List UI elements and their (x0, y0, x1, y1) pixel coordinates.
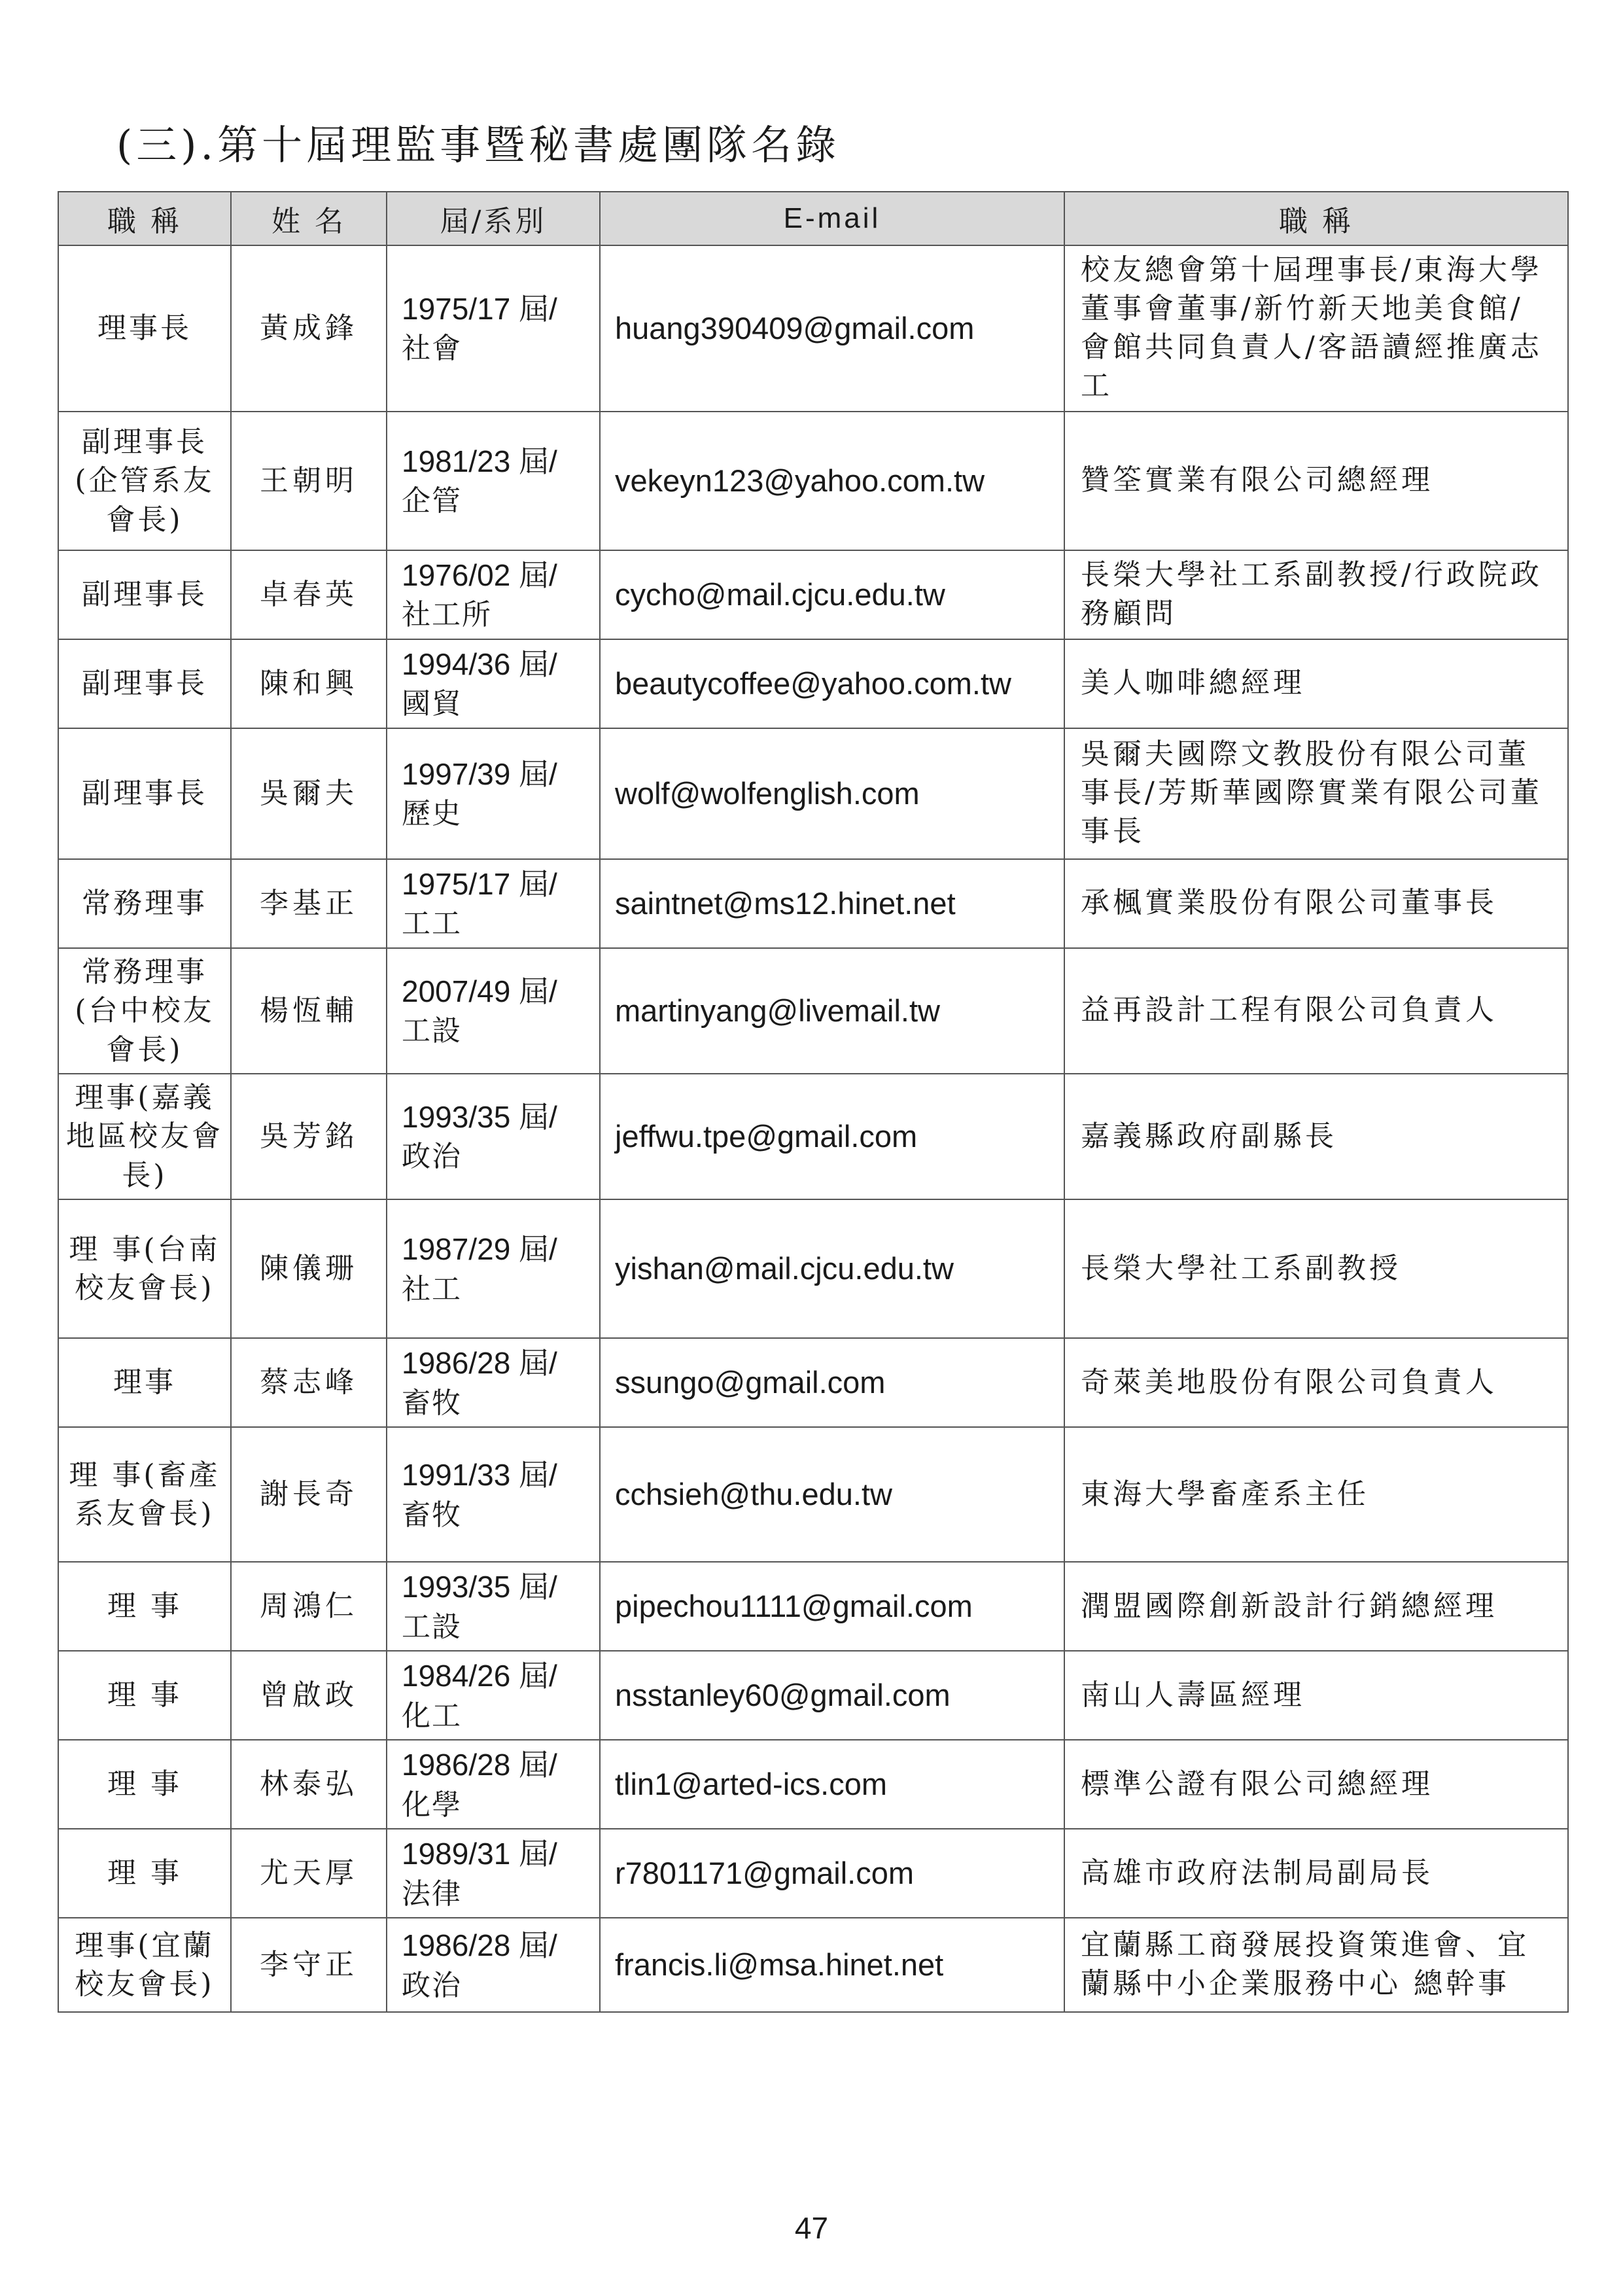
position-cell: 吳爾夫國際文教股份有限公司董事長/芳斯華國際實業有限公司董事長 (1064, 728, 1568, 859)
class-department: 工設 (402, 1610, 462, 1644)
name-cell: 林泰弘 (231, 1740, 387, 1829)
class-department: 政治 (402, 1140, 462, 1174)
table-row (58, 639, 1568, 728)
class-year: 1976/02 屆/ (402, 558, 557, 593)
class-cell (387, 1829, 600, 1918)
email-cell: ssungo@gmail.com (600, 1338, 1064, 1427)
position-cell: 高雄市政府法制局副局長 (1064, 1829, 1568, 1918)
page-title: (三).第十屆理監事暨秘書處團隊名錄 (116, 121, 841, 169)
class-cell (387, 550, 600, 639)
position-cell: 長榮大學社工系副教授 (1064, 1199, 1568, 1338)
email-cell: cycho@mail.cjcu.edu.tw (600, 550, 1064, 639)
class-year: 1975/17 屆/ (402, 867, 557, 902)
class-department: 化工 (402, 1699, 462, 1733)
position-cell: 益再設計工程有限公司負責人 (1064, 948, 1568, 1074)
role-cell: 理事(嘉義地區校友會長) (58, 1074, 231, 1199)
email-cell: huang390409@gmail.com (600, 245, 1064, 412)
role-cell: 副理事長(企管系友會長) (58, 412, 231, 550)
email-cell: cchsieh@thu.edu.tw (600, 1427, 1064, 1562)
header-email: E-mail (600, 192, 1064, 245)
class-department: 政治 (402, 1968, 462, 2002)
role-cell: 副理事長 (58, 550, 231, 639)
position-cell: 嘉義縣政府副縣長 (1064, 1074, 1568, 1199)
email-cell: pipechou1111@gmail.com (600, 1562, 1064, 1651)
name-cell: 周鴻仁 (231, 1562, 387, 1651)
email-cell: jeffwu.tpe@gmail.com (600, 1074, 1064, 1199)
class-cell (387, 639, 600, 728)
class-cell (387, 1740, 600, 1829)
class-year: 1986/28 屆/ (402, 1748, 557, 1782)
class-year: 1991/33 屆/ (402, 1458, 557, 1492)
class-department: 國貿 (402, 687, 462, 721)
class-year: 2007/49 屆/ (402, 974, 557, 1009)
role-cell: 理 事(台南校友會長) (58, 1199, 231, 1338)
page-number: 47 (794, 2211, 829, 2245)
class-cell (387, 1651, 600, 1740)
roster-body (58, 245, 1568, 2012)
position-cell: 承楓實業股份有限公司董事長 (1064, 859, 1568, 948)
table-row (58, 1199, 1568, 1338)
table-row (58, 1829, 1568, 1918)
position-cell: 南山人壽區經理 (1064, 1651, 1568, 1740)
position-cell: 標準公證有限公司總經理 (1064, 1740, 1568, 1829)
position-cell: 美人咖啡總經理 (1064, 639, 1568, 728)
class-year: 1981/23 屆/ (402, 444, 557, 479)
role-cell: 理 事 (58, 1651, 231, 1740)
table-row (58, 859, 1568, 948)
name-cell: 李守正 (231, 1918, 387, 2012)
class-cell (387, 1918, 600, 2012)
role-cell: 理事(宜蘭校友會長) (58, 1918, 231, 2012)
name-cell: 陳儀珊 (231, 1199, 387, 1338)
roster-table (58, 191, 1569, 2013)
class-cell (387, 245, 600, 412)
name-cell: 王朝明 (231, 412, 387, 550)
class-year: 1986/28 屆/ (402, 1928, 557, 1963)
name-cell: 楊恆輔 (231, 948, 387, 1074)
class-cell (387, 948, 600, 1074)
class-cell (387, 1338, 600, 1427)
class-department: 社工所 (402, 598, 492, 632)
position-cell: 贊筌實業有限公司總經理 (1064, 412, 1568, 550)
class-cell (387, 1199, 600, 1338)
role-cell: 理 事(畜產系友會長) (58, 1427, 231, 1562)
table-row (58, 1427, 1568, 1562)
table-row (58, 412, 1568, 550)
table-row (58, 1651, 1568, 1740)
class-department: 化學 (402, 1788, 462, 1822)
name-cell: 黃成鋒 (231, 245, 387, 412)
email-cell: beautycoffee@yahoo.com.tw (600, 639, 1064, 728)
email-cell: saintnet@ms12.hinet.net (600, 859, 1064, 948)
email-cell: tlin1@arted-ics.com (600, 1740, 1064, 1829)
class-department: 社會 (402, 332, 462, 366)
position-cell: 奇萊美地股份有限公司負責人 (1064, 1338, 1568, 1427)
header-class: 屆/系別 (387, 192, 600, 245)
role-cell: 理 事 (58, 1562, 231, 1651)
role-cell: 理事 (58, 1338, 231, 1427)
class-department: 歷史 (402, 797, 462, 831)
position-cell: 東海大學畜產系主任 (1064, 1427, 1568, 1562)
class-department: 畜牧 (402, 1386, 462, 1420)
table-row (58, 245, 1568, 412)
table-row (58, 550, 1568, 639)
name-cell: 吳芳銘 (231, 1074, 387, 1199)
class-cell (387, 412, 600, 550)
position-cell: 校友總會第十屆理事長/東海大學董事會董事/新竹新天地美食館/會館共同負責人/客語讀經推廣志工 (1064, 245, 1568, 412)
table-row (58, 1740, 1568, 1829)
table-row (58, 1074, 1568, 1199)
class-cell (387, 859, 600, 948)
email-cell: martinyang@livemail.tw (600, 948, 1064, 1074)
role-cell: 理事長 (58, 245, 231, 412)
role-cell: 理 事 (58, 1740, 231, 1829)
email-cell: nsstanley60@gmail.com (600, 1651, 1064, 1740)
table-row (58, 1918, 1568, 2012)
name-cell: 蔡志峰 (231, 1338, 387, 1427)
email-cell: wolf@wolfenglish.com (600, 728, 1064, 859)
name-cell: 尤天厚 (231, 1829, 387, 1918)
class-department: 畜牧 (402, 1498, 462, 1532)
class-cell (387, 1562, 600, 1651)
role-cell: 理 事 (58, 1829, 231, 1918)
name-cell: 李基正 (231, 859, 387, 948)
table-row (58, 728, 1568, 859)
role-cell: 副理事長 (58, 639, 231, 728)
email-cell: yishan@mail.cjcu.edu.tw (600, 1199, 1064, 1338)
class-department: 法律 (402, 1877, 462, 1911)
class-year: 1994/36 屆/ (402, 647, 557, 682)
email-cell: francis.li@msa.hinet.net (600, 1918, 1064, 2012)
header-title: 職 稱 (58, 192, 231, 245)
email-cell: vekeyn123@yahoo.com.tw (600, 412, 1064, 550)
class-year: 1987/29 屆/ (402, 1232, 557, 1267)
position-cell: 長榮大學社工系副教授/行政院政務顧問 (1064, 550, 1568, 639)
role-cell: 常務理事(台中校友會長) (58, 948, 231, 1074)
name-cell: 謝長奇 (231, 1427, 387, 1562)
class-cell (387, 728, 600, 859)
class-department: 企管 (402, 484, 462, 518)
name-cell: 曾啟政 (231, 1651, 387, 1740)
header-job: 職 稱 (1064, 192, 1568, 245)
header-name: 姓 名 (231, 192, 387, 245)
class-year: 1989/31 屆/ (402, 1837, 557, 1871)
class-year: 1997/39 屆/ (402, 757, 557, 792)
email-cell: r7801171@gmail.com (600, 1829, 1064, 1918)
name-cell: 陳和興 (231, 639, 387, 728)
class-year: 1993/35 屆/ (402, 1570, 557, 1604)
table-row (58, 1562, 1568, 1651)
role-cell: 副理事長 (58, 728, 231, 859)
table-header-row (58, 192, 1568, 245)
position-cell: 宜蘭縣工商發展投資策進會、宜蘭縣中小企業服務中心 總幹事 (1064, 1918, 1568, 2012)
table-row (58, 948, 1568, 1074)
role-cell: 常務理事 (58, 859, 231, 948)
class-year: 1986/28 屆/ (402, 1346, 557, 1381)
class-department: 社工 (402, 1272, 462, 1306)
class-year: 1975/17 屆/ (402, 292, 557, 327)
class-year: 1993/35 屆/ (402, 1100, 557, 1135)
position-cell: 潤盟國際創新設計行銷總經理 (1064, 1562, 1568, 1651)
class-department: 工工 (402, 907, 462, 941)
table-row (58, 1338, 1568, 1427)
class-department: 工設 (402, 1014, 462, 1048)
class-cell (387, 1427, 600, 1562)
name-cell: 吳爾夫 (231, 728, 387, 859)
class-year: 1984/26 屆/ (402, 1659, 557, 1693)
name-cell: 卓春英 (231, 550, 387, 639)
class-cell (387, 1074, 600, 1199)
